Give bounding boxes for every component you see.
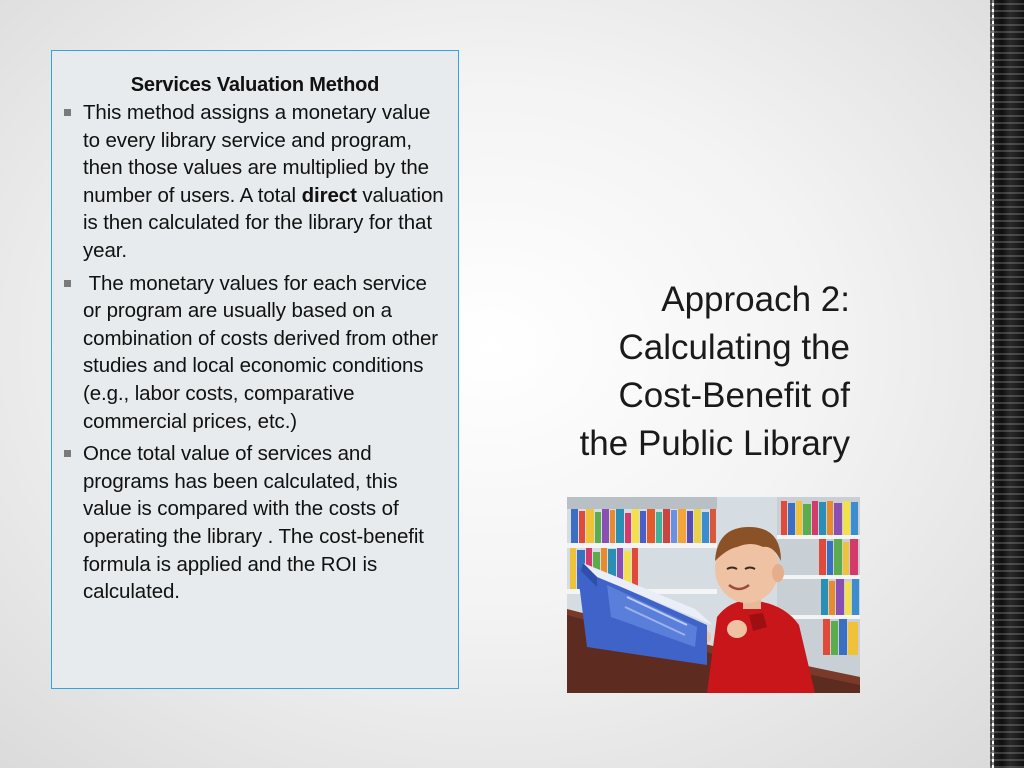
slide-title [530, 276, 850, 468]
bullet-item [64, 440, 446, 606]
square-bullet-icon [64, 280, 71, 287]
bullet-item [64, 270, 446, 436]
bullet-item [64, 99, 446, 265]
title-line: Cost-Benefit of [618, 376, 850, 415]
bullet-list [64, 99, 446, 606]
content-textbox [51, 50, 459, 689]
bullet-bold-text: direct [301, 183, 357, 207]
boy-reading-photo [567, 497, 860, 693]
textbox-heading: Services Valuation Method [130, 74, 380, 96]
boy-reading-illustration [567, 497, 860, 693]
bullet-text: Once total value of services and programs has been calculated, this value is compared with the costs of operating the library . The cost-benefit formula is applied and the ROI is calculated. [83, 442, 424, 604]
decorative-edge-strip [990, 0, 1024, 768]
square-bullet-icon [64, 450, 71, 457]
bullet-text: valuation is then calculated for the library for that year. [83, 183, 444, 262]
bullet-text: This method assigns a monetary value to every library service and program, then those values are multiplied by the number of users. A total [83, 101, 431, 207]
title-line: Calculating the [618, 328, 850, 367]
square-bullet-icon [64, 109, 71, 116]
decorative-edge-line [992, 0, 994, 768]
title-line: Approach 2: [661, 280, 850, 319]
bullet-text: The monetary values for each service or program are usually based on a combination of costs derived from other studies and local economic conditions (e.g., labor costs, comparative commercial prices, etc.) [83, 271, 444, 433]
title-line: the Public Library [579, 424, 850, 463]
